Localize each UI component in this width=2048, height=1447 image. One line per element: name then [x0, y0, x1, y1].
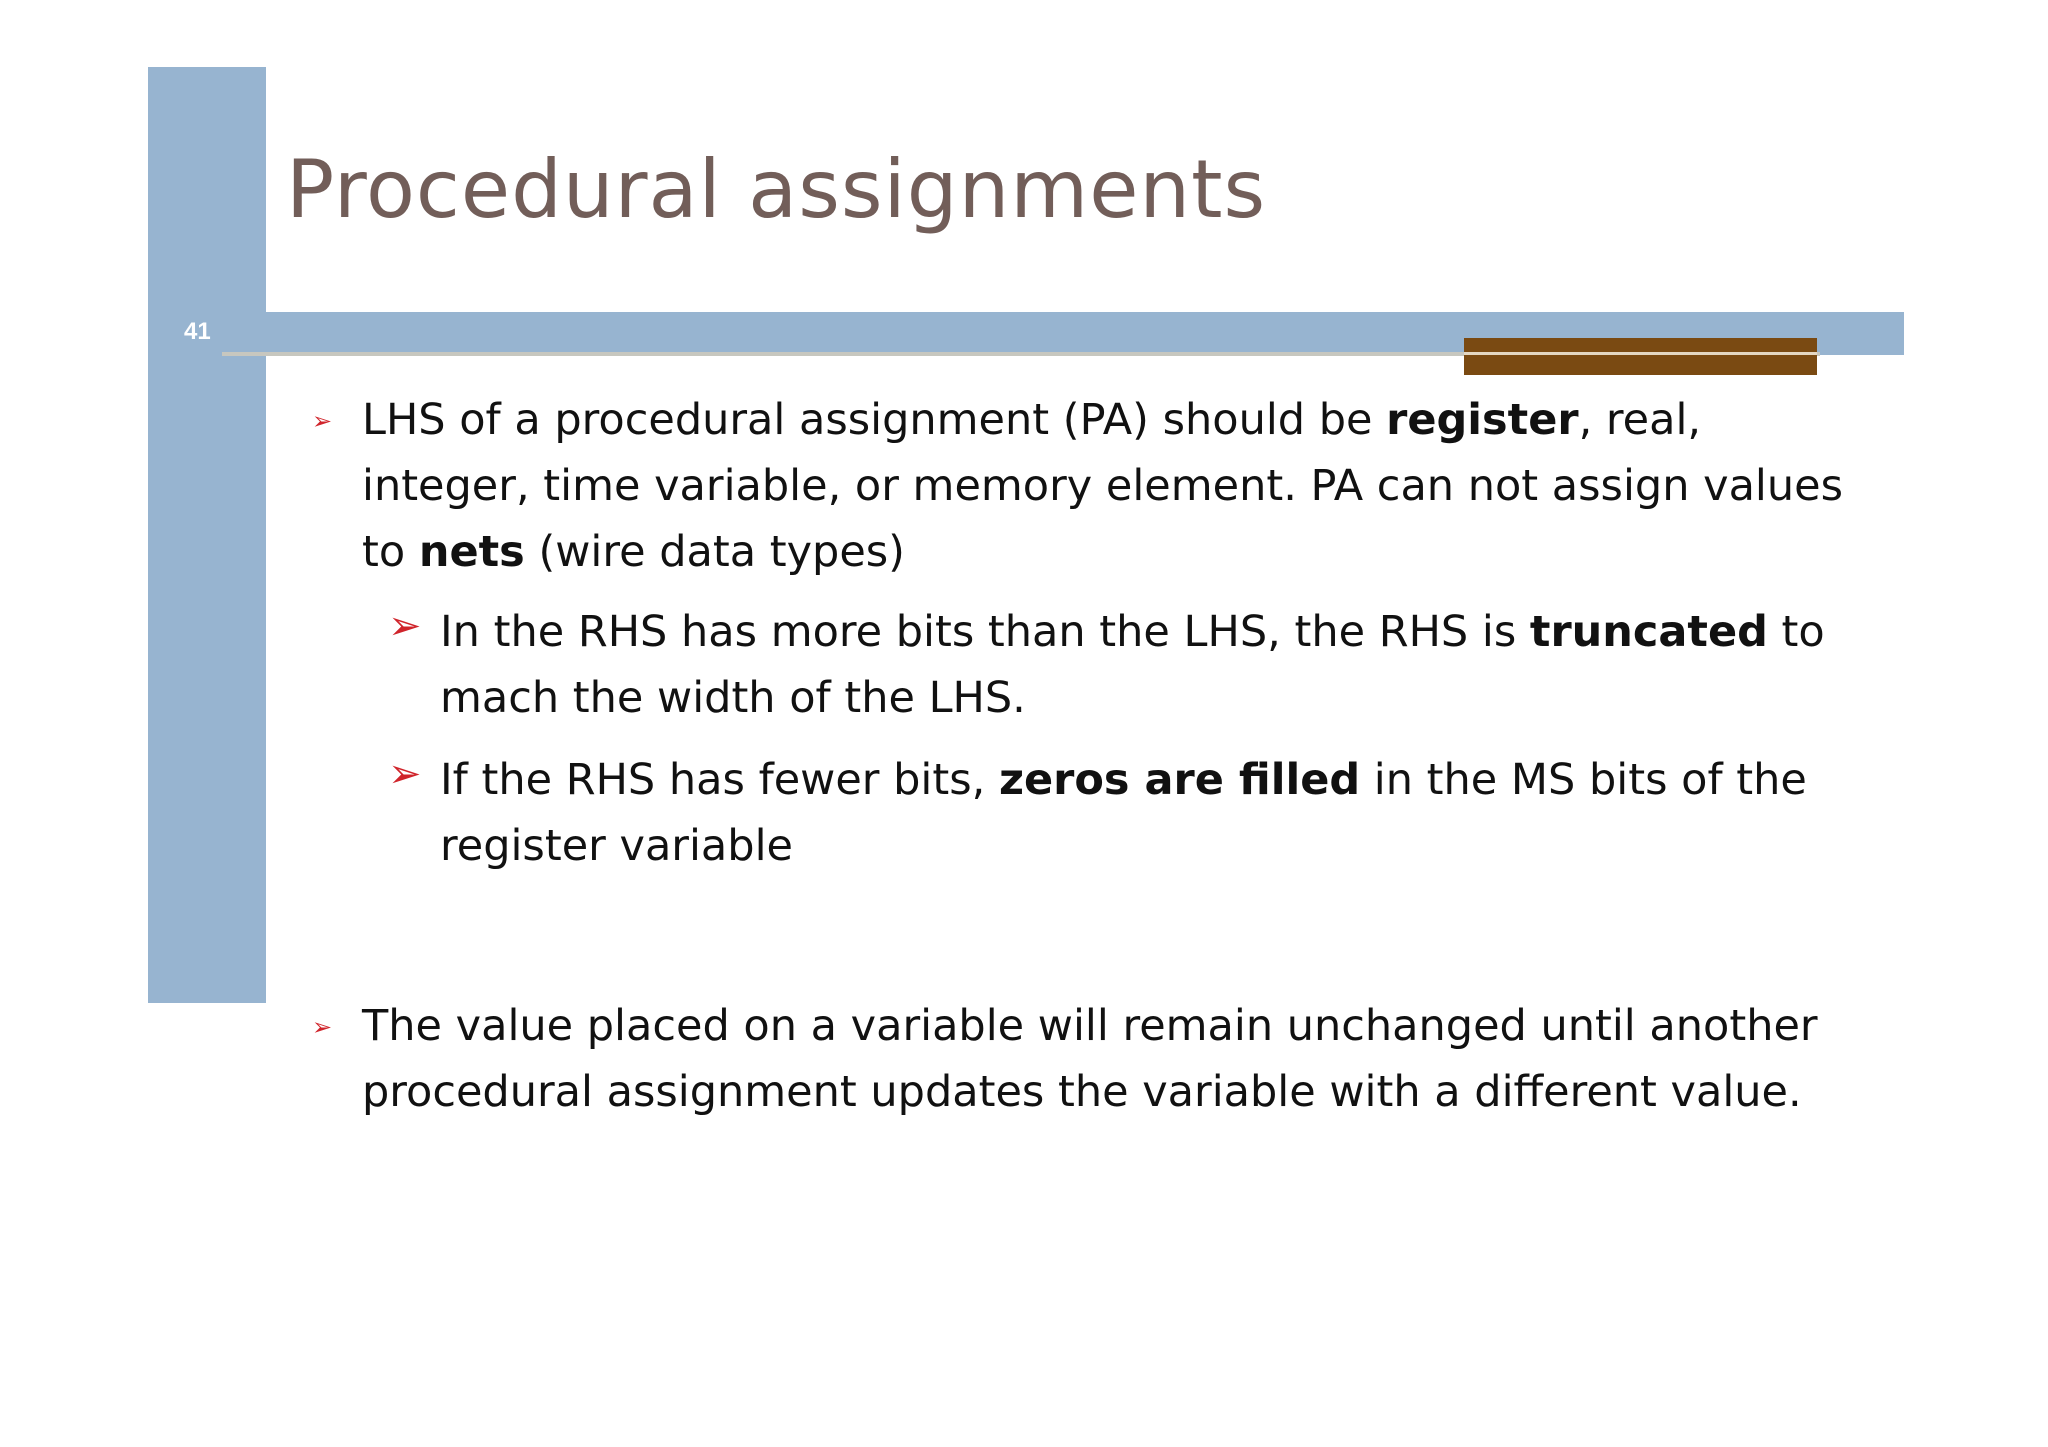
slide-title: Procedural assignments: [286, 143, 1267, 236]
bullet-lhs-rules: [312, 387, 1882, 585]
slide-body: [312, 387, 1882, 1125]
sub-bullet-truncated: [388, 599, 1882, 731]
arrow-bullet-icon: ➢: [388, 603, 422, 649]
arrow-bullet-icon: ➢: [312, 407, 333, 435]
bullet-text: In the RHS has more bits than the LHS, the RHS is truncated to mach the width of the LHS.: [440, 607, 1825, 723]
arrow-bullet-icon: ➢: [312, 1013, 333, 1041]
left-accent-bar: [148, 67, 266, 1003]
brown-accent-bar: [1464, 338, 1817, 375]
slide-number: 41: [184, 318, 211, 345]
bullet-text: If the RHS has fewer bits, zeros are filled in the MS bits of the register variable: [440, 755, 1807, 871]
accent-highlight-line: [1464, 352, 1817, 355]
sub-bullet-zeros-filled: [388, 747, 1882, 879]
bullet-text: The value placed on a variable will remain unchanged until another procedural assignment updates the variable with a different value.: [362, 1001, 1818, 1117]
arrow-bullet-icon: ➢: [388, 751, 422, 797]
bullet-text: LHS of a procedural assignment (PA) should be register, real, integer, time variable, or memory element. PA can not assign values to nets (wire data types): [362, 395, 1843, 577]
bullet-value-unchanged: [312, 993, 1882, 1125]
